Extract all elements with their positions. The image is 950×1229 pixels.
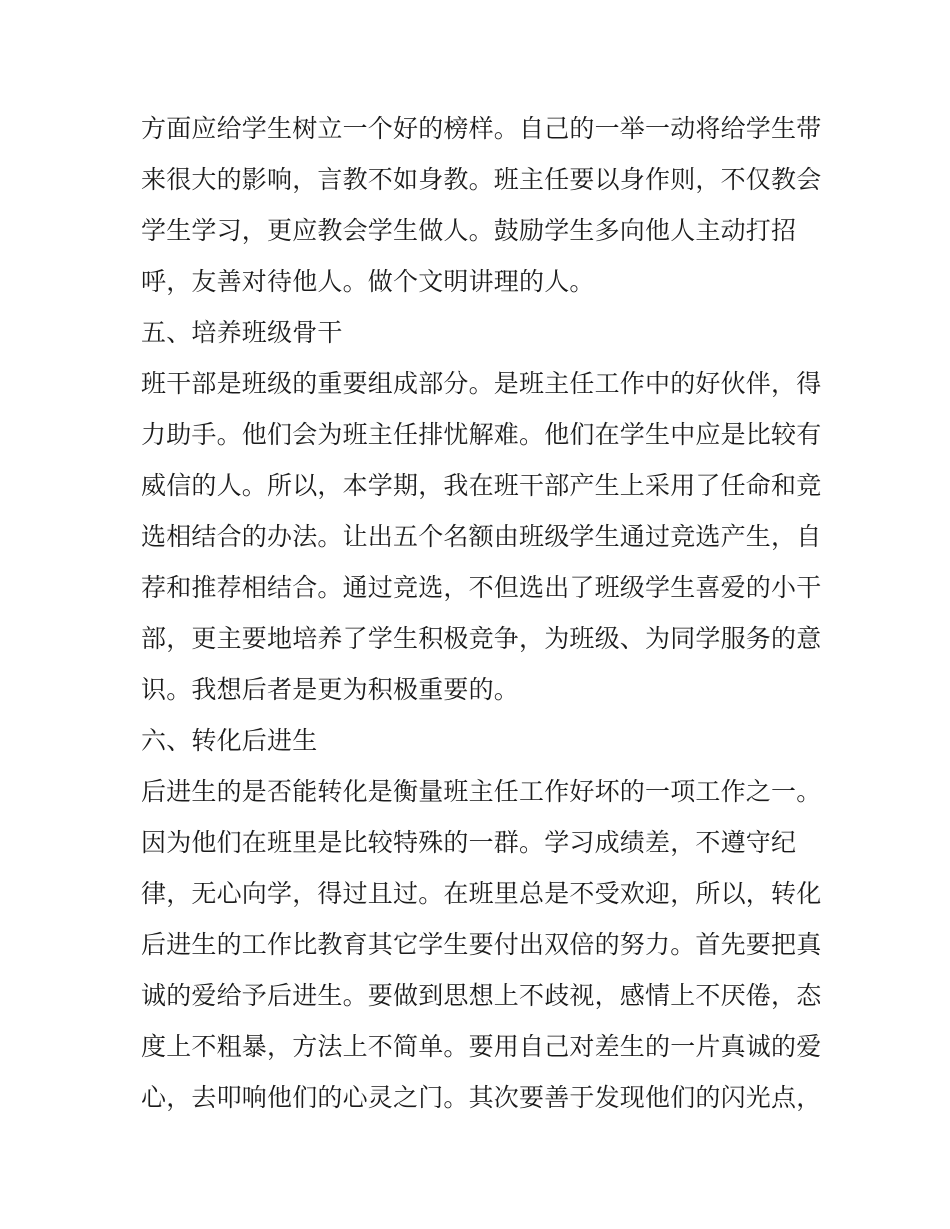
paragraph-line: 部，更主要地培养了学生积极竞争，为班级、为同学服务的意 bbox=[141, 624, 822, 653]
paragraph-line: 呼，友善对待他人。做个文明讲理的人。 bbox=[141, 267, 595, 296]
section-heading: 五、培养班级骨干 bbox=[141, 318, 343, 347]
section-heading: 六、转化后进生 bbox=[141, 726, 318, 755]
paragraph-line: 识。我想后者是更为积极重要的。 bbox=[141, 675, 520, 704]
paragraph-line: 来很大的影响，言教不如身教。班主任要以身作则，不仅教会 bbox=[141, 165, 822, 194]
paragraph-line: 诚的爱给予后进生。要做到思想上不歧视，感情上不厌倦，态 bbox=[141, 981, 822, 1010]
paragraph-line: 荐和推荐相结合。通过竞选，不但选出了班级学生喜爱的小干 bbox=[141, 573, 822, 602]
paragraph-line: 选相结合的办法。让出五个名额由班级学生通过竞选产生，自 bbox=[141, 522, 822, 551]
paragraph-line: 力助手。他们会为班主任排忧解难。他们在学生中应是比较有 bbox=[141, 420, 822, 449]
paragraph-line: 方面应给学生树立一个好的榜样。自己的一举一动将给学生带 bbox=[141, 114, 822, 143]
paragraph-line: 班干部是班级的重要组成部分。是班主任工作中的好伙伴，得 bbox=[141, 369, 822, 398]
paragraph-line: 学生学习，更应教会学生做人。鼓励学生多向他人主动打招 bbox=[141, 216, 797, 245]
paragraph-line: 后进生的工作比教育其它学生要付出双倍的努力。首先要把真 bbox=[141, 930, 822, 959]
paragraph-line: 律，无心向学，得过且过。在班里总是不受欢迎，所以，转化 bbox=[141, 879, 822, 908]
paragraph-line: 度上不粗暴，方法上不简单。要用自己对差生的一片真诚的爱 bbox=[141, 1032, 822, 1061]
paragraph-line: 因为他们在班里是比较特殊的一群。学习成绩差，不遵守纪 bbox=[141, 828, 797, 857]
paragraph-line: 后进生的是否能转化是衡量班主任工作好坏的一项工作之一。 bbox=[141, 777, 822, 806]
paragraph-line: 心，去叩响他们的心灵之门。其次要善于发现他们的闪光点， bbox=[141, 1083, 822, 1112]
paragraph-line: 威信的人。所以，本学期，我在班干部产生上采用了任命和竞 bbox=[141, 471, 822, 500]
